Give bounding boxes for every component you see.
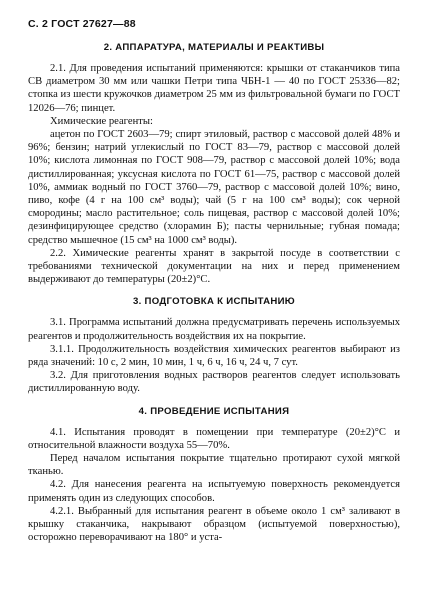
section-2-title: 2. АППАРАТУРА, МАТЕРИАЛЫ И РЕАКТИВЫ [103,42,325,53]
paragraph-3-1-1: 3.1.1. Продолжительность воздействия химических реагентов выбирают из ряда значений: 10 с, 2 мин, 10 мин, 1 ч, 6 ч, 16 ч, 24 ч, 7 сут. [28,343,400,369]
reagents-list: ацетон по ГОСТ 2603—79; спирт этиловый, раствор с массовой долей 48% и 96%; бензин; натрий углекислый по ГОСТ 83—79, раствор с массовой долей 10%; кислота лимонная по ГОСТ 908—79, раствор с массовой долей 10%; вода дистиллированная; уксусная кислота по ГОСТ 61—75, раствор с массовой долей 10%, аммиак водный по ГОСТ 3760—79, раствор с массовой долей 10%; вино, пиво, кофе (4 г на 100 см³ воды); чай (5 г на 100 см³ воды); сок черной смородины; масло растительное; соль пищевая, раствор с массовой долей 10%; дезинфицирующее средство (хлорамин Б); пасты чернильные; губная помада; средство мышечное (15 см³ на 1000 см³ воды). [28,129,400,246]
section-3-title: 3. ПОДГОТОВКА К ИСПЫТАНИЮ [132,296,295,308]
paragraph-4-2: 4.2. Для нанесения реагента на испытуемую поверхность рекомендуется применять один из следующих способов. [28,479,400,504]
paragraph-2-1: 2.1. Для проведения испытаний применяются: крышки от стаканчиков типа СВ диаметром 30 мм или чашки Петри типа ЧБН-1 — 40 по ГОСТ 25336—82; стопка из шести кружочков диаметром 25 мм из фильтровальной бумаги по ГОСТ 12026—76; пинцет. [28,63,400,114]
paragraph-4-1: 4.1. Испытания проводят в помещении при температуре (20±2)°С и относительной влажности воздуха 55—70%. [28,426,400,451]
paragraph-4-2-1: 4.2.1. Выбранный для испытания реагент в объеме около 1 см³ заливают в крышку стаканчика, накрывают образцом (испытуемой поверхностью), осторожно переворачивают на 180° и уста- [28,505,400,544]
page-header: С. 2 ГОСТ 27627—88 [28,18,136,30]
section-4-title: 4. ПРОВЕДЕНИЕ ИСПЫТАНИЯ [138,405,290,417]
paragraph-3-1: 3.1. Программа испытаний должна предусматривать перечень используемых реагентов и продолжительность воздействия их на покрытие. [28,317,400,342]
paragraph-2-2: 2.2. Химические реагенты хранят в закрытой посуде в соответствии с требованиями технической документации на них и перед применением выдерживают до температуры (20±2)°С. [28,247,400,286]
paragraph-3-2: 3.2. Для приготовления водных растворов реагентов следует использовать дистиллированную воду. [28,370,400,395]
paragraph-4-1-note: Перед началом испытания покрытие тщательно протирают сухой мягкой тканью. [28,453,400,478]
reagents-heading: Химические реагенты: [50,115,153,127]
